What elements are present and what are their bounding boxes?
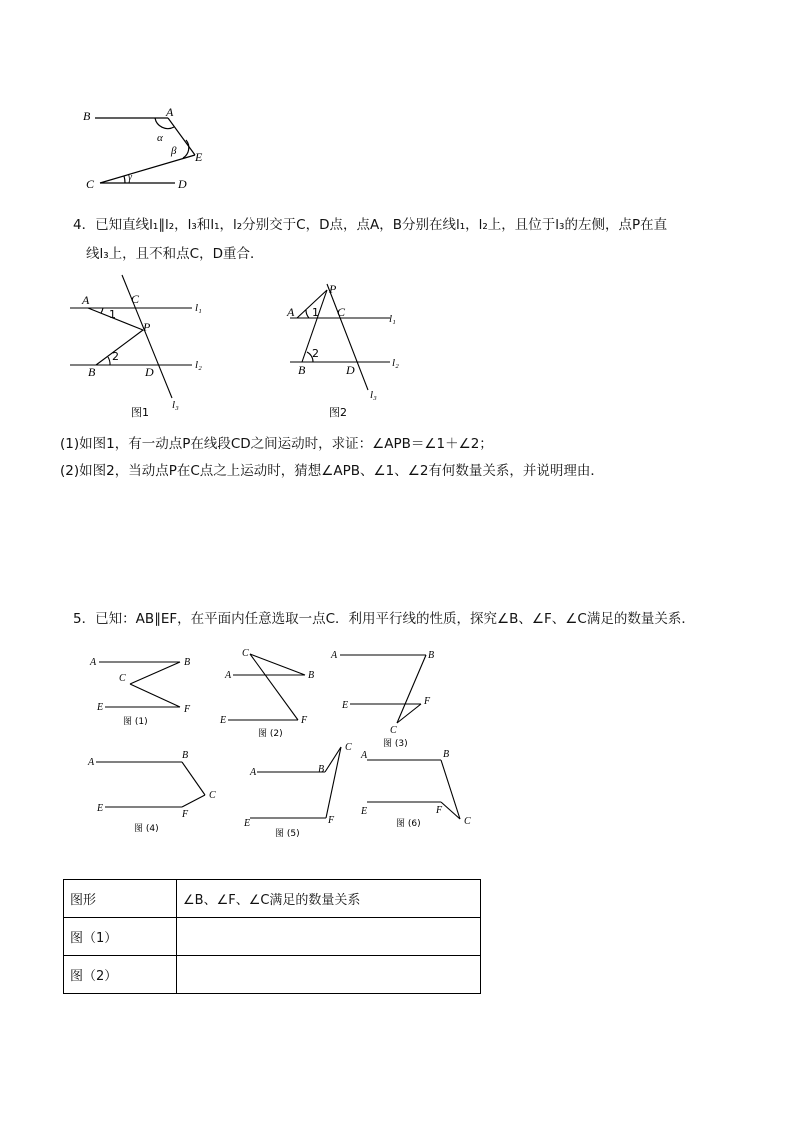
- f2-A: A: [225, 670, 232, 681]
- f2-E: E: [220, 715, 227, 726]
- fig1-l3: l₃: [172, 399, 179, 411]
- f4-B: B: [182, 750, 189, 761]
- f4-E: E: [97, 803, 104, 814]
- f3-caption: 图 (3): [383, 739, 408, 749]
- figure-angle-bace: [0, 0, 794, 200]
- q4-sub1: (1)如图1，有一动点P在线段CD之间运动时，求证：∠APB＝∠1＋∠2；: [60, 436, 493, 452]
- label-C: C: [86, 177, 95, 191]
- fig2-caption: 图2: [329, 406, 347, 419]
- f5-B: B: [318, 764, 325, 775]
- label-B: B: [83, 109, 91, 123]
- table-cell-answer[interactable]: [177, 918, 481, 956]
- fig1-A: A: [82, 293, 90, 307]
- f3-E: E: [342, 700, 349, 711]
- table-header-figure: 图形: [64, 880, 177, 918]
- f5-caption: 图 (5): [275, 829, 300, 839]
- f6-caption: 图 (6): [396, 819, 421, 829]
- label-D: D: [178, 177, 187, 191]
- table-header-relation: ∠B、∠F、∠C满足的数量关系: [177, 880, 481, 918]
- label-gamma: γ: [128, 172, 132, 183]
- fig2-C: C: [337, 305, 346, 319]
- f1-F: F: [184, 704, 191, 715]
- fig1-l1: l₁: [195, 302, 202, 314]
- q4-line2: 线l₃上，且不和点C，D重合．: [86, 246, 264, 262]
- fig1-C: C: [131, 292, 140, 306]
- f6-E: E: [361, 806, 368, 817]
- table-row: [64, 918, 481, 956]
- f1-E: E: [97, 702, 104, 713]
- f2-F: F: [301, 715, 308, 726]
- f6-A: A: [361, 750, 368, 761]
- f6-F: F: [436, 805, 443, 816]
- table-row: [64, 956, 481, 994]
- f4-caption: 图 (4): [134, 824, 159, 834]
- q4-figure-1: [0, 270, 260, 420]
- label-beta: β: [171, 145, 177, 157]
- fig2-2: 2: [312, 347, 319, 360]
- q5-answer-table: [63, 879, 481, 994]
- f1-C: C: [119, 673, 126, 684]
- table-cell-answer[interactable]: [177, 956, 481, 994]
- q5-figures: [0, 640, 794, 840]
- f2-B: B: [308, 670, 315, 681]
- label-A: A: [166, 105, 174, 119]
- fig1-B: B: [88, 365, 96, 379]
- fig2-D: D: [346, 363, 355, 377]
- fig2-B: B: [298, 363, 306, 377]
- table-header-row: [64, 880, 481, 918]
- f1-caption: 图 (1): [123, 717, 148, 727]
- fig2-P: P: [329, 282, 337, 296]
- f3-C: C: [390, 725, 397, 736]
- f2-C: C: [242, 648, 249, 659]
- q4-figure-2: [260, 270, 460, 420]
- f5-E: E: [244, 818, 251, 829]
- label-E: E: [195, 150, 203, 164]
- f3-A: A: [331, 650, 338, 661]
- fig1-2: 2: [112, 350, 119, 363]
- f1-B: B: [184, 657, 191, 668]
- table-cell-figure: 图（1）: [64, 918, 177, 956]
- table-cell-figure: 图（2）: [64, 956, 177, 994]
- fig2-l2: l₂: [392, 357, 399, 369]
- f3-B: B: [428, 650, 435, 661]
- f5-C: C: [345, 742, 352, 753]
- fig1-P: P: [143, 320, 151, 334]
- fig2-A: A: [287, 305, 295, 319]
- label-alpha: α: [157, 132, 163, 144]
- q5-line1: 5．已知：AB∥EF，在平面内任意选取一点C．利用平行线的性质，探究∠B、∠F、∠C满足的数量关系．: [73, 611, 695, 627]
- fig2-1: 1: [312, 306, 319, 319]
- f6-B: B: [443, 749, 450, 760]
- f5-F: F: [328, 815, 335, 826]
- f4-A: A: [88, 757, 95, 768]
- fig2-l1: l₁: [389, 313, 396, 325]
- fig1-1: 1: [109, 308, 116, 321]
- f4-C: C: [209, 790, 216, 801]
- fig2-l3: l₃: [370, 389, 377, 401]
- q4-sub2: (2)如图2，当动点P在C点之上运动时，猜想∠APB、∠1、∠2有何数量关系，并说明理由．: [60, 463, 604, 479]
- f4-F: F: [182, 809, 189, 820]
- f1-A: A: [90, 657, 97, 668]
- fig1-l2: l₂: [195, 359, 202, 371]
- f5-A: A: [250, 767, 257, 778]
- q4-line1: 4．已知直线l₁∥l₂，l₃和l₁，l₂分别交于C，D点，点A，B分别在线l₁，l₂上，且位于l₃的左侧，点P在直: [73, 217, 668, 233]
- fig1-D: D: [145, 365, 154, 379]
- fig1-caption: 图1: [131, 406, 149, 419]
- f3-F: F: [424, 696, 431, 707]
- f2-caption: 图 (2): [258, 729, 283, 739]
- f6-C: C: [464, 816, 471, 827]
